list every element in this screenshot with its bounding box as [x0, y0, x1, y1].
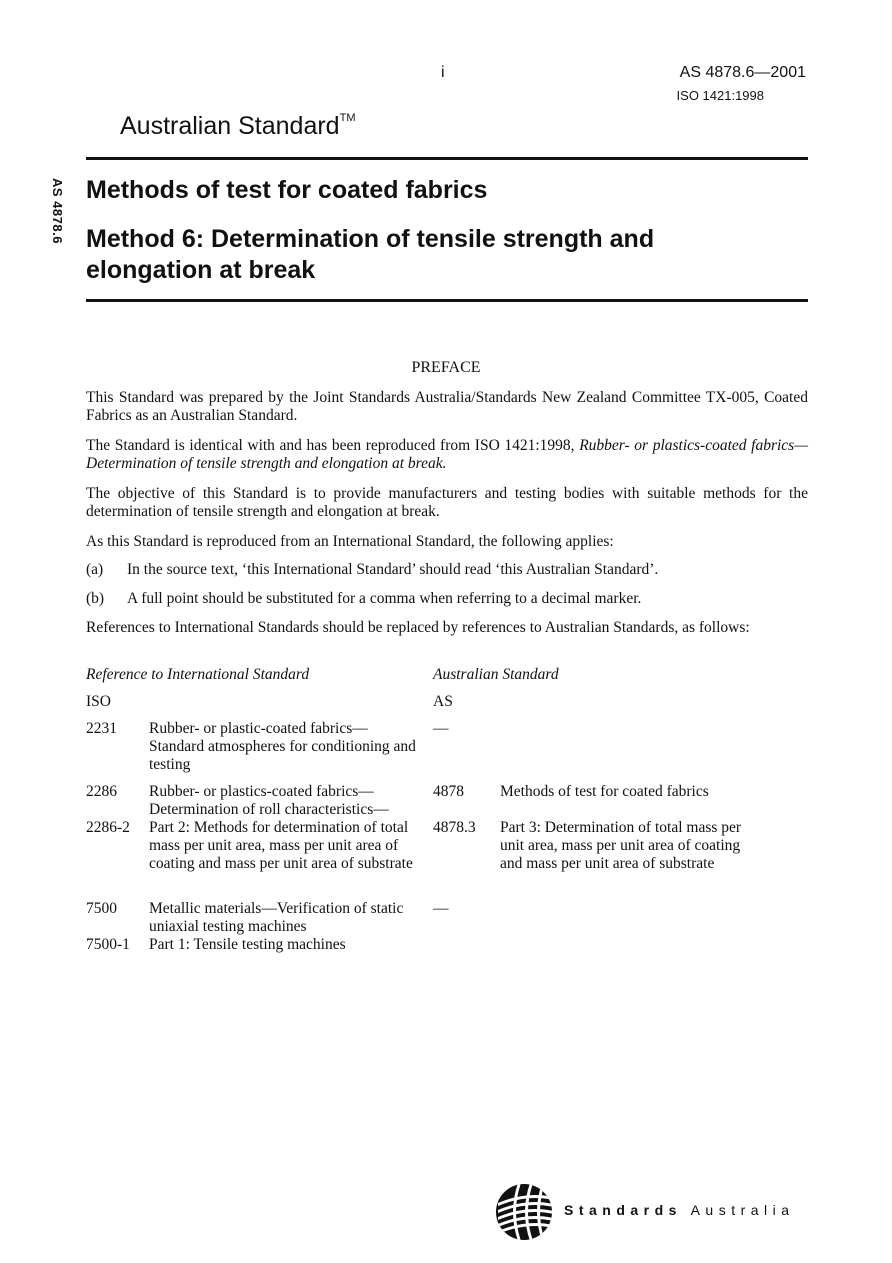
standard-number: AS 4878.6—2001	[679, 64, 806, 81]
iso-number: ISO 1421:1998	[676, 88, 764, 103]
table-row-iso-number: 2286-2	[86, 819, 130, 836]
bottom-rule	[86, 299, 808, 302]
list-item-a-text: In the source text, ‘this International Standard’ should read ‘this Australian Standard’.	[127, 561, 659, 578]
table-row-iso-title: Part 2: Methods for determination of total mass per unit area, mass per unit area of coating and mass per unit area of substrate	[149, 819, 413, 872]
list-item-b-mark: (b)	[86, 590, 105, 607]
table-row-iso-title: Rubber- or plastic-coated fabrics— Standard atmospheres for conditioning and testing	[149, 720, 416, 773]
table-row-as-number: —	[433, 900, 449, 917]
title-line-2: Method 6: Determination of tensile strength and elongation at break	[86, 225, 655, 284]
side-tab: AS 4878.6	[50, 178, 65, 244]
australian-standard-label: Australian Standard	[120, 112, 340, 140]
table-row-iso-number: 7500-1	[86, 936, 130, 953]
preface-paragraph-2	[86, 437, 808, 473]
table-row-as-title: Part 3: Determination of total mass per unit area, mass per unit area of coating and mass per unit area of substrate	[500, 819, 742, 872]
table-row-iso-title: Metallic materials—Verification of static uniaxial testing machines	[149, 900, 404, 935]
preface-paragraph-5: References to International Standards should be replaced by references to Australian Standards, as follows:	[86, 619, 750, 636]
preface-paragraph-3: The objective of this Standard is to provide manufacturers and testing bodies with suitable methods for the determination of tensile strength and elongation at break.	[86, 485, 808, 520]
table-header-as: Australian Standard	[433, 666, 559, 683]
page-number: i	[441, 64, 445, 81]
trademark-mark: TM	[339, 111, 356, 124]
preface-paragraph-4: As this Standard is reproduced from an International Standard, the following applies:	[86, 533, 614, 550]
logo-standards: Standards	[564, 1202, 682, 1218]
standards-australia-wordmark	[564, 1202, 795, 1218]
table-row-as-number: 4878.3	[433, 819, 476, 836]
list-item-b-text: A full point should be substituted for a comma when referring to a decimal marker.	[127, 590, 642, 607]
logo-australia: Australia	[690, 1202, 795, 1218]
preface-paragraph-1: This Standard was prepared by the Joint Standards Australia/Standards New Zealand Committee TX-005, Coated Fabrics as an Australian Standard.	[86, 389, 808, 424]
standards-australia-globe-icon	[496, 1183, 556, 1241]
table-row-as-number: 4878	[433, 783, 464, 800]
table-row-iso-title: Rubber- or plastics-coated fabrics— Determination of roll characteristics—	[149, 783, 389, 818]
table-row-iso-title: Part 1: Tensile testing machines	[149, 936, 346, 953]
table-subheader-as: AS	[433, 693, 453, 710]
table-row-as-title: Methods of test for coated fabrics	[500, 783, 709, 800]
preface-paragraph-2-text: The Standard is identical with and has been reproduced from ISO 1421:1998,	[86, 437, 580, 454]
preface-heading: PREFACE	[411, 359, 481, 376]
table-row-iso-number: 2286	[86, 783, 117, 800]
preface-paragraph-2-italic: Rubber- or plastics-coated fabrics—Determination of tensile strength and elongation at break.	[86, 437, 808, 472]
list-item-a-mark: (a)	[86, 561, 104, 578]
top-rule	[86, 157, 808, 160]
title-line-1: Methods of test for coated fabrics	[86, 176, 488, 204]
table-header-iso: Reference to International Standard	[86, 666, 310, 683]
table-row-as-number: —	[433, 720, 449, 737]
table-row-iso-number: 7500	[86, 900, 117, 917]
table-subheader-iso: ISO	[86, 693, 111, 710]
australian-standard-heading	[120, 112, 355, 141]
table-row-iso-number: 2231	[86, 720, 117, 737]
